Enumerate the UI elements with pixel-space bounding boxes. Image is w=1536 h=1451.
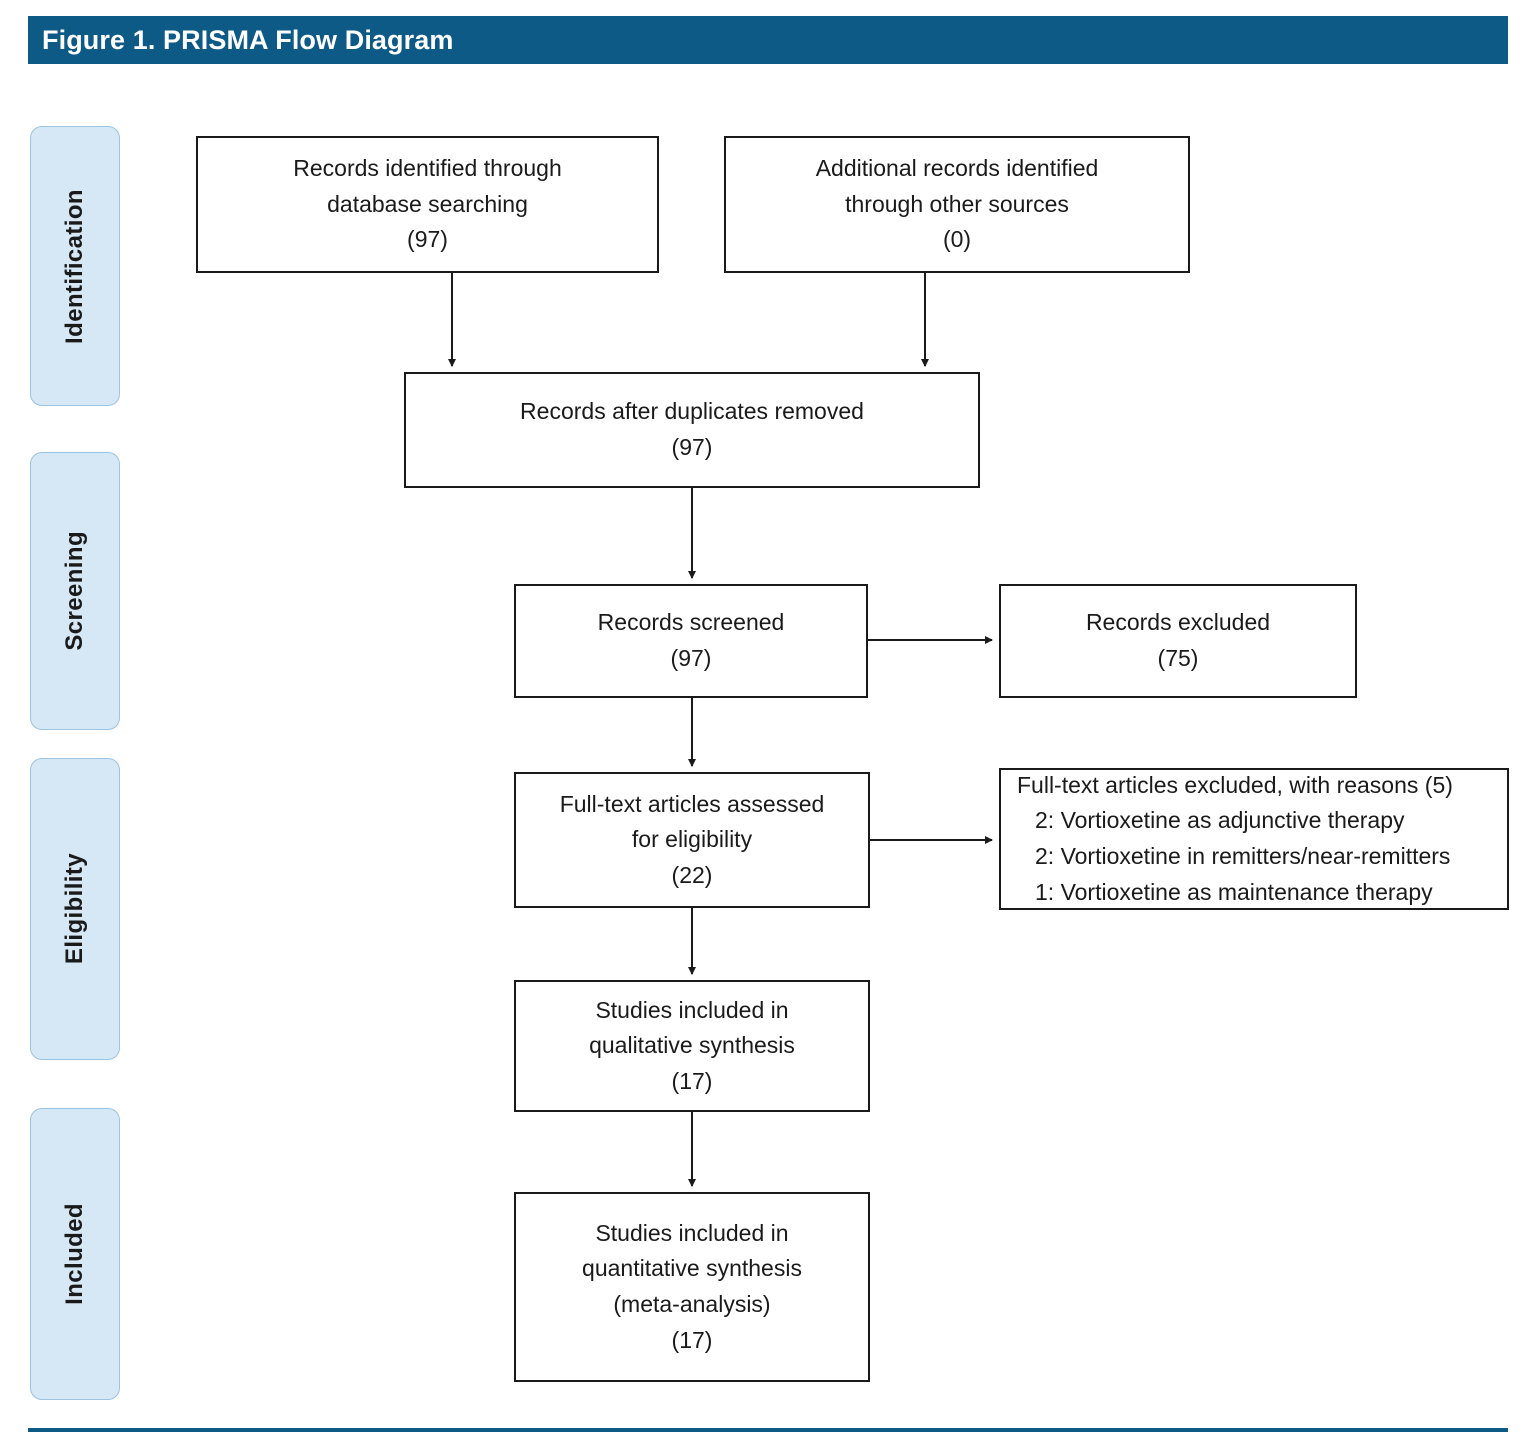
box-records-identified-database <box>196 136 659 273</box>
box-qualitative-line2: qualitative synthesis <box>589 1032 795 1059</box>
box-studies-qualitative-synthesis <box>514 980 870 1112</box>
page-title: Figure 1. PRISMA Flow Diagram <box>42 24 454 55</box>
box-additional-records-count: (0) <box>942 226 972 253</box>
box-quantitative-line1: Studies included in <box>595 1219 789 1246</box>
box-records-identified-database-line2: database searching <box>327 190 528 217</box>
stage-label-eligibility-text: Eligibility <box>61 853 88 965</box>
box-quantitative-line2: quantitative synthesis <box>582 1255 802 1282</box>
stage-label-identification <box>30 126 120 406</box>
box-records-identified-database-line1: Records identified through <box>293 155 562 182</box>
box-fulltext-excluded-line3: 2: Vortioxetine in remitters/near-remitters <box>1035 843 1451 869</box>
box-studies-quantitative-synthesis <box>514 1192 870 1382</box>
box-records-identified-database-count: (97) <box>407 226 448 253</box>
box-qualitative-count: (17) <box>671 1067 713 1094</box>
box-fulltext-excluded-line2: 2: Vortioxetine as adjunctive therapy <box>1035 807 1405 834</box>
box-additional-records-line2: through other sources <box>845 190 1069 217</box>
stage-label-screening <box>30 452 120 730</box>
stage-label-identification-text: Identification <box>61 188 88 344</box>
box-quantitative-line3: (meta-analysis) <box>613 1291 771 1317</box>
stage-label-screening-text: Screening <box>61 531 88 651</box>
box-fulltext-assessed <box>514 772 870 908</box>
stage-label-included-text: Included <box>61 1203 88 1305</box>
box-additional-records-line1: Additional records identified <box>815 155 1099 182</box>
box-fulltext-assessed-line2: for eligibility <box>631 826 753 853</box>
box-fulltext-assessed-line1: Full-text articles assessed <box>559 790 825 817</box>
box-records-excluded-count: (75) <box>1157 645 1199 671</box>
box-fulltext-excluded-line1: Full-text articles excluded, with reasons (5) <box>1017 771 1453 798</box>
box-additional-records-other-sources <box>724 136 1190 273</box>
box-records-after-duplicates-line1: Records after duplicates removed <box>520 398 864 425</box>
stage-label-eligibility <box>30 758 120 1060</box>
figure-title-bar <box>28 16 1508 64</box>
box-records-excluded <box>999 584 1357 698</box>
box-records-screened <box>514 584 868 698</box>
box-records-screened-line1: Records screened <box>597 609 785 636</box>
box-qualitative-line1: Studies included in <box>595 996 789 1023</box>
stage-label-included <box>30 1108 120 1400</box>
box-fulltext-assessed-count: (22) <box>671 861 713 888</box>
box-fulltext-excluded-line4: 1: Vortioxetine as maintenance therapy <box>1035 878 1433 905</box>
box-fulltext-excluded-reasons <box>999 768 1509 910</box>
box-records-after-duplicates-count: (97) <box>671 434 713 460</box>
box-records-after-duplicates <box>404 372 980 488</box>
box-quantitative-count: (17) <box>671 1326 713 1353</box>
box-records-screened-count: (97) <box>670 645 712 671</box>
box-records-excluded-line1: Records excluded <box>1085 609 1271 636</box>
bottom-rule <box>28 1428 1508 1432</box>
